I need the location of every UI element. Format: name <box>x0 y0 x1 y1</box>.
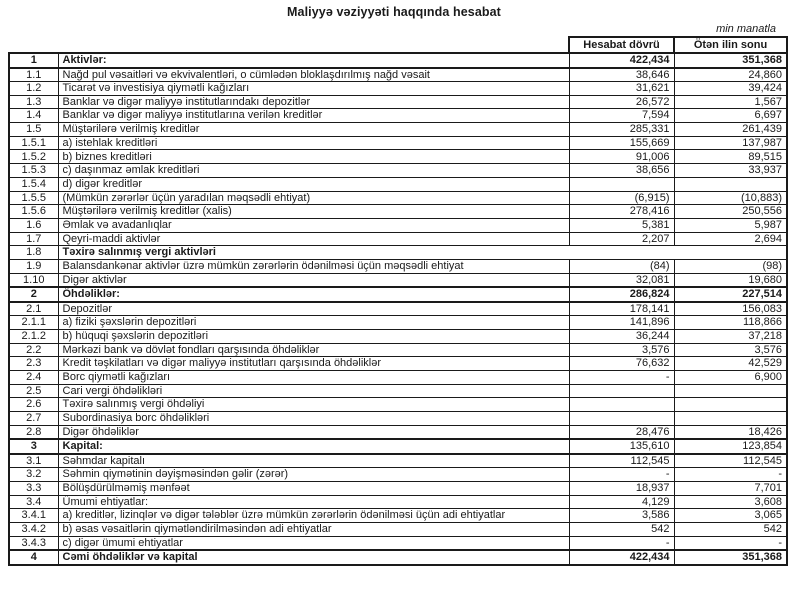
value-prev-year-end-cell: 39,424 <box>674 82 787 96</box>
value-reporting-period-cell: 155,669 <box>569 136 674 150</box>
row-label-cell: Cari vergi öhdəlikləri <box>58 384 569 398</box>
row-label-cell: Qeyri-maddi aktivlər <box>58 232 569 246</box>
row-number-cell: 3 <box>9 439 58 454</box>
table-row <box>9 384 787 398</box>
table-row <box>9 53 787 68</box>
table-row <box>9 95 787 109</box>
value-reporting-period-cell: 5,381 <box>569 218 674 232</box>
value-reporting-period-cell: 38,656 <box>569 164 674 178</box>
value-prev-year-end-cell <box>674 177 787 191</box>
table-row <box>9 123 787 137</box>
row-number-cell: 1.5.4 <box>9 177 58 191</box>
row-label-cell: Təxirə salınmış vergi aktivləri <box>58 246 787 260</box>
value-reporting-period-cell: 286,824 <box>569 287 674 302</box>
value-prev-year-end-cell: 3,576 <box>674 343 787 357</box>
row-label-cell: Borc qiymətli kağızları <box>58 370 569 384</box>
value-reporting-period-cell: - <box>569 536 674 550</box>
value-reporting-period-cell <box>569 177 674 191</box>
value-reporting-period-cell <box>569 411 674 425</box>
value-prev-year-end-cell: 5,987 <box>674 218 787 232</box>
row-label-cell: Səhmdar kapitalı <box>58 454 569 468</box>
table-row <box>9 536 787 550</box>
table-row <box>9 246 787 260</box>
row-number-cell: 1 <box>9 53 58 68</box>
row-number-cell: 1.5.1 <box>9 136 58 150</box>
row-number-cell: 1.5 <box>9 123 58 137</box>
table-row <box>9 454 787 468</box>
value-reporting-period-cell: 91,006 <box>569 150 674 164</box>
value-reporting-period-cell: 32,081 <box>569 273 674 287</box>
row-number-cell: 3.4 <box>9 495 58 509</box>
value-reporting-period-cell: 38,646 <box>569 68 674 82</box>
row-label-cell: Təxirə salınmış vergi öhdəliyi <box>58 398 569 412</box>
row-label-cell: a) istehlak kreditləri <box>58 136 569 150</box>
row-label-cell: Balansdankənar aktivlər üzrə mümkün zərərlərin ödənilməsi üçün məqsədli ehtiyat <box>58 259 569 273</box>
table-row <box>9 164 787 178</box>
value-reporting-period-cell: (6,915) <box>569 191 674 205</box>
table-row <box>9 411 787 425</box>
table-row <box>9 273 787 287</box>
value-reporting-period-cell: (84) <box>569 259 674 273</box>
row-label-cell: Bölüşdürülməmiş mənfəət <box>58 481 569 495</box>
value-reporting-period-cell: 278,416 <box>569 205 674 219</box>
value-reporting-period-cell: 3,586 <box>569 509 674 523</box>
row-label-cell: a) fiziki şəxslərin depozitləri <box>58 316 569 330</box>
row-number-cell: 3.2 <box>9 468 58 482</box>
value-prev-year-end-cell: 33,937 <box>674 164 787 178</box>
value-prev-year-end-cell: 1,567 <box>674 95 787 109</box>
row-number-cell: 3.1 <box>9 454 58 468</box>
row-number-cell: 1.6 <box>9 218 58 232</box>
table-row <box>9 205 787 219</box>
row-label-cell: Aktivlər: <box>58 53 569 68</box>
unit-note: min manatla <box>716 23 776 35</box>
value-prev-year-end-cell: 227,514 <box>674 287 787 302</box>
table-header-row <box>9 37 787 53</box>
row-label-cell: Əmlak və avadanlıqlar <box>58 218 569 232</box>
value-prev-year-end-cell: 137,987 <box>674 136 787 150</box>
row-number-cell: 1.1 <box>9 68 58 82</box>
row-number-cell: 3.3 <box>9 481 58 495</box>
table-row <box>9 177 787 191</box>
value-prev-year-end-cell <box>674 398 787 412</box>
row-number-cell: 1.5.5 <box>9 191 58 205</box>
row-number-cell: 2.4 <box>9 370 58 384</box>
value-reporting-period-cell: 542 <box>569 522 674 536</box>
row-label-cell: Mərkəzi bank və dövlət fondları qarşısında öhdəliklər <box>58 343 569 357</box>
row-number-cell: 1.3 <box>9 95 58 109</box>
value-prev-year-end-cell: 3,608 <box>674 495 787 509</box>
value-prev-year-end-cell <box>674 384 787 398</box>
table-row <box>9 495 787 509</box>
value-prev-year-end-cell: 250,556 <box>674 205 787 219</box>
row-label-cell: Ticarət və investisiya qiymətli kağızları <box>58 82 569 96</box>
value-reporting-period-cell: 76,632 <box>569 357 674 371</box>
value-prev-year-end-cell: 118,866 <box>674 316 787 330</box>
value-prev-year-end-cell: 123,854 <box>674 439 787 454</box>
table-row <box>9 439 787 454</box>
value-prev-year-end-cell: 24,860 <box>674 68 787 82</box>
row-number-cell: 1.5.2 <box>9 150 58 164</box>
table-row <box>9 370 787 384</box>
table-row <box>9 218 787 232</box>
page-title: Maliyyə vəziyyəti haqqında hesabat <box>287 5 501 19</box>
row-number-cell: 2.6 <box>9 398 58 412</box>
row-number-cell: 1.5.3 <box>9 164 58 178</box>
row-label-cell: b) hüquqi şəxslərin depozitləri <box>58 329 569 343</box>
financial-position-table <box>8 36 788 566</box>
row-number-cell: 1.5.6 <box>9 205 58 219</box>
row-label-cell: Öhdəliklər: <box>58 287 569 302</box>
value-prev-year-end-cell: - <box>674 536 787 550</box>
table-row <box>9 150 787 164</box>
table-row <box>9 425 787 439</box>
value-reporting-period-cell: 2,207 <box>569 232 674 246</box>
row-number-cell: 2 <box>9 287 58 302</box>
row-label-cell: Banklar və digər maliyyə institutlarına verilən kreditlər <box>58 109 569 123</box>
row-number-cell: 2.1.2 <box>9 329 58 343</box>
value-prev-year-end-cell: 6,900 <box>674 370 787 384</box>
value-reporting-period-cell: 422,434 <box>569 550 674 565</box>
value-reporting-period-cell: 31,621 <box>569 82 674 96</box>
row-number-cell: 3.4.1 <box>9 509 58 523</box>
row-label-cell: d) digər kreditlər <box>58 177 569 191</box>
row-label-cell: b) biznes kreditləri <box>58 150 569 164</box>
row-label-cell: Müştərilərə verilmiş kreditlər (xalis) <box>58 205 569 219</box>
table-row <box>9 136 787 150</box>
value-prev-year-end-cell: 261,439 <box>674 123 787 137</box>
value-reporting-period-cell: 26,572 <box>569 95 674 109</box>
row-number-cell: 2.7 <box>9 411 58 425</box>
value-reporting-period-cell: 28,476 <box>569 425 674 439</box>
row-label-cell: Depozitlər <box>58 302 569 316</box>
row-number-cell: 1.4 <box>9 109 58 123</box>
row-number-cell: 1.9 <box>9 259 58 273</box>
value-prev-year-end-cell: 89,515 <box>674 150 787 164</box>
value-prev-year-end-cell: 6,697 <box>674 109 787 123</box>
row-number-cell: 2.1.1 <box>9 316 58 330</box>
value-reporting-period-cell: 18,937 <box>569 481 674 495</box>
row-label-cell: Kredit təşkilatları və digər maliyyə institutları qarşısında öhdəliklər <box>58 357 569 371</box>
table-row <box>9 232 787 246</box>
table-row <box>9 481 787 495</box>
value-prev-year-end-cell: (98) <box>674 259 787 273</box>
table-row <box>9 468 787 482</box>
table-row <box>9 357 787 371</box>
row-number-cell: 3.4.3 <box>9 536 58 550</box>
value-prev-year-end-cell <box>674 411 787 425</box>
row-label-cell: Subordinasiya borc öhdəlikləri <box>58 411 569 425</box>
value-prev-year-end-cell: 19,680 <box>674 273 787 287</box>
value-prev-year-end-cell: - <box>674 468 787 482</box>
table-row <box>9 259 787 273</box>
row-label-cell: Digər öhdəliklər <box>58 425 569 439</box>
table-row <box>9 329 787 343</box>
row-label-cell: Kapital: <box>58 439 569 454</box>
row-label-cell: Digər aktivlər <box>58 273 569 287</box>
value-reporting-period-cell: 36,244 <box>569 329 674 343</box>
table-row <box>9 343 787 357</box>
table-row <box>9 109 787 123</box>
table-row <box>9 302 787 316</box>
value-prev-year-end-cell: 3,065 <box>674 509 787 523</box>
value-reporting-period-cell: 285,331 <box>569 123 674 137</box>
row-number-cell: 2.1 <box>9 302 58 316</box>
row-label-cell: Nağd pul vəsaitləri və ekvivalentləri, o cümlədən bloklaşdırılmış nağd vəsait <box>58 68 569 82</box>
value-prev-year-end-cell: 18,426 <box>674 425 787 439</box>
row-label-cell: a) kreditlər, lizinqlər və digər tələblər üzrə mümkün zərərlərin ödənilməsi üçün adi ehtiyatlar <box>58 509 569 523</box>
row-label-cell: (Mümkün zərərlər üçün yaradılan məqsədli ehtiyat) <box>58 191 569 205</box>
value-reporting-period-cell: 141,896 <box>569 316 674 330</box>
value-prev-year-end-cell: 351,368 <box>674 550 787 565</box>
value-prev-year-end-cell: 2,694 <box>674 232 787 246</box>
row-number-cell: 2.5 <box>9 384 58 398</box>
value-reporting-period-cell: 135,610 <box>569 439 674 454</box>
value-reporting-period-cell: 112,545 <box>569 454 674 468</box>
row-number-cell: 4 <box>9 550 58 565</box>
value-reporting-period-cell: 7,594 <box>569 109 674 123</box>
table-row <box>9 191 787 205</box>
table-row <box>9 398 787 412</box>
row-number-cell: 1.10 <box>9 273 58 287</box>
value-reporting-period-cell: - <box>569 370 674 384</box>
row-label-cell: Banklar və digər maliyyə institutlarındakı depozitlər <box>58 95 569 109</box>
row-number-cell: 3.4.2 <box>9 522 58 536</box>
row-label-cell: c) digər ümumi ehtiyatlar <box>58 536 569 550</box>
table-row <box>9 68 787 82</box>
row-label-cell: b) əsas vəsaitlərin qiymətləndirilməsindən adi ehtiyatlar <box>58 522 569 536</box>
row-label-cell: c) daşınmaz əmlak kreditləri <box>58 164 569 178</box>
value-prev-year-end-cell: 7,701 <box>674 481 787 495</box>
row-label-cell: Səhmin qiymətinin dəyişməsindən gəlir (zərər) <box>58 468 569 482</box>
row-label-cell: Ümumi ehtiyatlar: <box>58 495 569 509</box>
row-label-cell: Cəmi öhdəliklər və kapital <box>58 550 569 565</box>
row-number-cell: 1.7 <box>9 232 58 246</box>
row-number-cell: 2.8 <box>9 425 58 439</box>
table-row <box>9 316 787 330</box>
value-prev-year-end-cell: 351,368 <box>674 53 787 68</box>
value-prev-year-end-cell: 112,545 <box>674 454 787 468</box>
value-reporting-period-cell: 3,576 <box>569 343 674 357</box>
table-row <box>9 287 787 302</box>
row-number-cell: 2.2 <box>9 343 58 357</box>
value-prev-year-end-cell: 37,218 <box>674 329 787 343</box>
row-number-cell: 1.2 <box>9 82 58 96</box>
value-reporting-period-cell: 422,434 <box>569 53 674 68</box>
value-reporting-period-cell: - <box>569 468 674 482</box>
value-prev-year-end-cell: 542 <box>674 522 787 536</box>
value-reporting-period-cell <box>569 384 674 398</box>
value-reporting-period-cell: 4,129 <box>569 495 674 509</box>
table-row <box>9 509 787 523</box>
header-spacer <box>9 37 569 53</box>
row-number-cell: 2.3 <box>9 357 58 371</box>
column-header-reporting-period: Hesabat dövrü <box>569 37 674 53</box>
table-row <box>9 550 787 565</box>
table-row <box>9 522 787 536</box>
value-prev-year-end-cell: 42,529 <box>674 357 787 371</box>
value-prev-year-end-cell: (10,883) <box>674 191 787 205</box>
table-row <box>9 82 787 96</box>
row-label-cell: Müştərilərə verilmiş kreditlər <box>58 123 569 137</box>
value-reporting-period-cell <box>569 398 674 412</box>
column-header-prev-year-end: Ötən ilin sonu <box>674 37 787 53</box>
row-number-cell: 1.8 <box>9 246 58 260</box>
value-prev-year-end-cell: 156,083 <box>674 302 787 316</box>
value-reporting-period-cell: 178,141 <box>569 302 674 316</box>
